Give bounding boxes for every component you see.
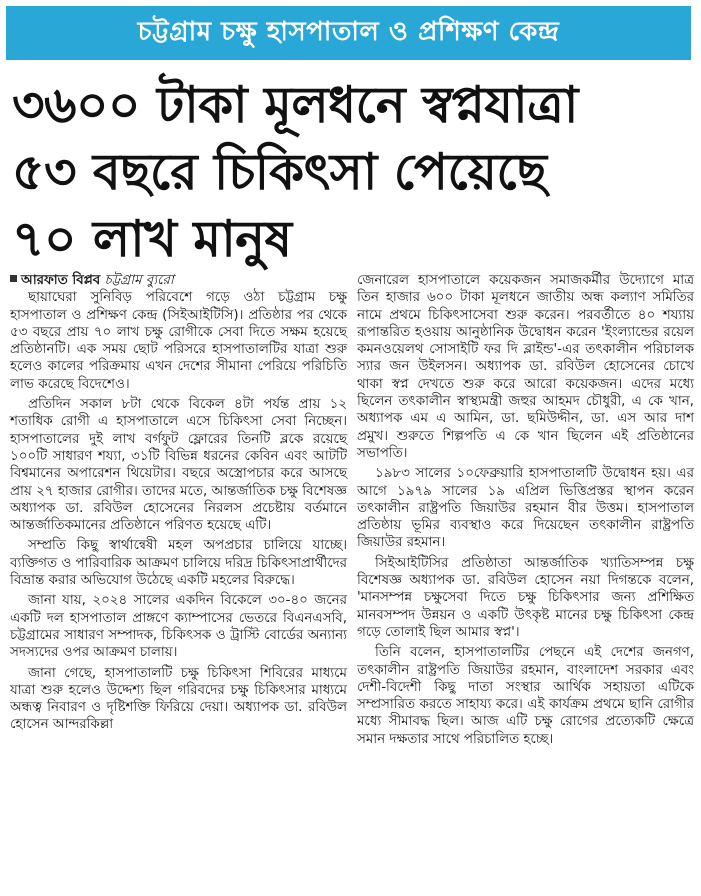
- paragraph: সম্প্রতি কিছু স্বার্থান্বেষী মহল অপপ্রচার চালিয়ে যাচ্ছে। ব্যক্তিগত ও পারিবারিক আক্রমণ চালিয়ে দরিদ্র চিকিৎসাপ্রার্থীদের বিভ্রান্ত করার অভিযোগ উঠেছে একটি মহলের বিরুদ্ধে।: [10, 538, 347, 589]
- paragraph: ছায়াঘেরা সুনিবিড় পরিবেশে গড়ে ওঠা চট্টগ্রাম চক্ষু হাসপাতাল ও প্রশিক্ষণ কেন্দ্র (সিইআইটিসি)। প্রতিষ্ঠার পর থেকে ৫৩ বছরে প্রায় ৭০ লাখ চক্ষু রোগীকে সেবা দিতে সক্ষম হয়েছে প্রতিষ্ঠানটি। এক সময় ছোট পরিসরে হাসপাতালটির যাত্রা শুরু হলেও কালের পরিক্রমায় এখন দেশের সীমানা পেরিয়ে পরিচিতি লাভ করেছে বিদেশেও।: [10, 290, 347, 392]
- byline: [10, 272, 347, 289]
- section-banner: [6, 6, 691, 60]
- byline-author: আরফাত বিপ্লব: [21, 273, 101, 288]
- article-column-right: [357, 272, 694, 892]
- paragraph: জেনারেল হাসপাতালে কয়েকজন সমাজকর্মীর উদ্যোগে মাত্র তিন হাজার ৬০০ টাকা মূলধনে জাতীয় অন্ধ কল্যাণ সমিতির নামে প্রথমে চিকিৎসাসেবা শুরু করেন। পরবর্তীতে ৪০ শয্যায় রূপান্তরিত হওয়ায় আনুষ্ঠানিক উদ্বোধন করেন 'ইংল্যান্ডের রয়েল কমনওয়েলথ সোসাইটি ফর দি ব্লাইন্ড'-এর তৎকালীন পরিচালক স্যার জন উইলসন। অধ্যাপক ডা. রবিউল হোসেনের চোখে থাকা স্বপ্ন দেখতে শুরু করে আরো কয়েকজন। এদের মধ্যে ছিলেন তৎকালীন স্বাস্থ্যমন্ত্রী জহুর আহমদ চৌধুরী, এ কে খান, অধ্যাপক এম এ আমিন, ডা. ছমিউদ্দীন, ডা. এস আর দাশ প্রমুখ। শুরুতে শিল্পপতি এ কে খান ছিলেন এই প্রতিষ্ঠানের সভাপতি।: [357, 273, 694, 461]
- paragraph: জানা গেছে, হাসপাতালটি চক্ষু চিকিৎসা শিবিরের মাধ্যমে যাত্রা শুরু হলেও উদ্দেশ্য ছিল গরিবদের চক্ষু চিকিৎসার মাধ্যমে অন্ধত্ব নিবারণ ও দৃষ্টিশক্তি ফিরিয়ে দেয়া। অধ্যাপক ডা. রবিউল হোসেন আন্দরকিল্লা: [10, 665, 347, 733]
- byline-desk: চট্টগ্রাম ব্যুরো: [104, 273, 174, 288]
- paragraph: জানা যায়, ২০২৪ সালের একদিন বিকেলে ৩০-৪০ জনের একটি দল হাসপাতাল প্রাঙ্গণে ক্যাম্পাসের ভেতরে বিএনএসবি, চট্টগ্রামের সাধারণ সম্পাদক, চিকিৎসক ও ট্রাস্টি বোর্ডের অন্যান্য সদস্যদের ওপর আক্রমণ চালায়।: [10, 593, 347, 661]
- paragraph: সিইআইটিসির প্রতিষ্ঠাতা আন্তর্জাতিক খ্যাতিসম্পন্ন চক্ষু বিশেষজ্ঞ অধ্যাপক ডা. রবিউল হোসেন নয়া দিগন্তকে বলেন, 'মানসম্পন্ন চক্ষুসেবা দিতে চক্ষু চিকিৎসার জন্য প্রশিক্ষিত মানবসম্পদ উন্নয়ন ও একটি উৎকৃষ্ট মানের চক্ষু চিকিৎসা কেন্দ্র গড়ে তোলাই ছিল আমার স্বপ্ন'।: [357, 555, 694, 640]
- byline-bullet-icon: [10, 275, 17, 282]
- banner-title: চট্টগ্রাম চক্ষু হাসপাতাল ও প্রশিক্ষণ কেন্দ্র: [137, 17, 560, 47]
- headline: [12, 72, 692, 273]
- headline-line-3: ৭০ লাখ মানুষ: [12, 210, 292, 268]
- paragraph: তিনি বলেন, হাসপাতালটির পেছনে এই দেশের জনগণ, তৎকালীন রাষ্ট্রপতি জিয়াউর রহমান, বাংলাদেশ সরকার এবং দেশী-বিদেশী কিছু দাতা সংস্থার আর্থিক সহায়তা এটিকে সম্প্রসারিত করতে সাহায্য করে। এই কার্যক্রম প্রথমে ছানি রোগীর মধ্যে সীমাবদ্ধ ছিল। আজ এটি চক্ষু রোগের প্রত্যেকটি ক্ষেত্রে সমান দক্ষতার সাথে পরিচালিত হচ্ছে।: [357, 645, 694, 747]
- headline-line-1: ৩৬০০ টাকা মূলধনে স্বপ্নযাত্রা: [12, 76, 578, 134]
- paragraph: প্রতিদিন সকাল ৮টা থেকে বিকেল ৪টা পর্যন্ত প্রায় ১২ শতাধিক রোগী এ হাসপাতালে এসে চিকিৎসা সেবা নিচ্ছেন। হাসপাতালের দুই লাখ বর্গফুট ফ্লোরের তিনটি ব্লকে রয়েছে ১০০টি সাধারণ শয্যা, ৩১টি বিভিন্ন ধরনের কেবিন এবং আটটি বিশ্বমানের অপারেশন থিয়েটার। বছরে অস্ত্রোপচার করে আসছে প্রায় ২৭ হাজার রোগীর। তাদের মতে, আন্তর্জাতিক চক্ষু বিশেষজ্ঞ অধ্যাপক ডা. রবিউল হোসেনের নিরলস প্রচেষ্টায় বর্তমানে আন্তর্জাতিকমানের প্রতিষ্ঠানে পরিণত হয়েছে এটি।: [10, 397, 347, 534]
- headline-line-2: ৫৩ বছরে চিকিৎসা পেয়েছে: [12, 143, 547, 201]
- article-body: [10, 272, 694, 892]
- article-column-left: [10, 272, 347, 892]
- paragraph: ১৯৮৩ সালের ১০ফেব্রুয়ারি হাসপাতালটি উদ্বোধন হয়। এর আগে ১৯৭৯ সালের ১৯ এপ্রিল ভিত্তিপ্রস্তর স্থাপন করেন তৎকালীন রাষ্ট্রপতি জিয়াউর রহমান বীর উত্তম। হাসপাতাল প্রতিষ্ঠায় ভূমির ব্যবস্থাও করে দিয়েছেন তৎকালীন রাষ্ট্রপতি জিয়াউর রহমান।: [357, 466, 694, 551]
